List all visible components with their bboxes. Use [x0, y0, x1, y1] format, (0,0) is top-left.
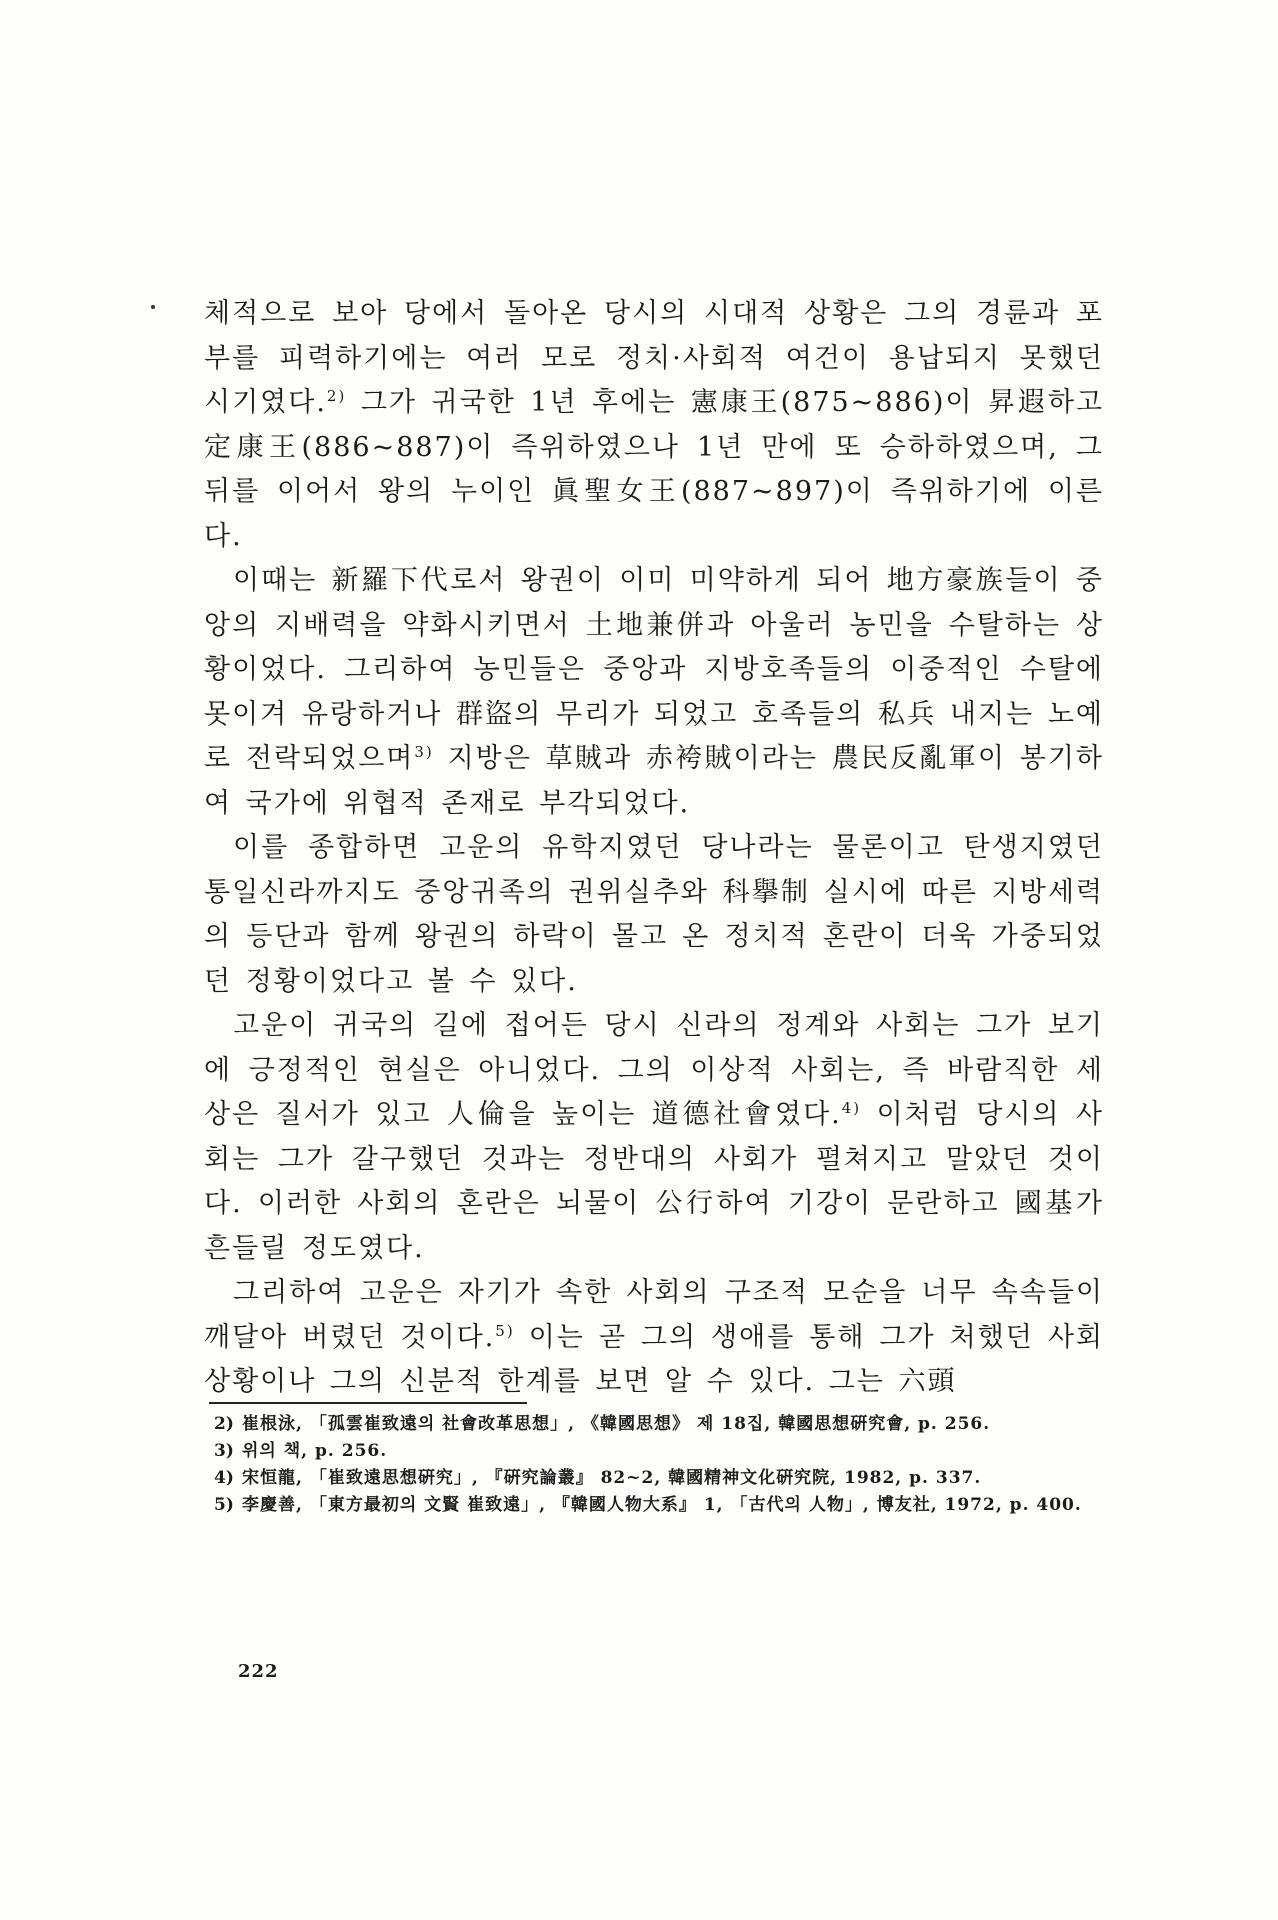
- footnote-text: 崔根泳, 「孤雲崔致遠의 社會改革思想」, 《韓國思想》 제 18집, 韓國思想硏究會, p. 256.: [242, 1414, 991, 1434]
- footnote-text: 李慶善, 「東方最初의 文賢 崔致遠」, 『韓國人物大系』 1, 「古代의 人物」, 博友社, 1972, p. 400.: [242, 1495, 1082, 1515]
- footnote-ref-5: 5): [495, 1321, 515, 1340]
- footnote-ref-3: 3): [414, 743, 434, 761]
- footnote-ref-2: 2): [326, 387, 347, 405]
- footnote-item: [214, 1466, 1114, 1490]
- paragraph-continued: 체적으로 보아 당에서 돌아온 당시의 시대적 상황은 그의 경륜과 포부를 피력하기에는 여러 모로 정치·사회적 여건이 용납되지 못했던 시기였다.$^{2)}$ 그가 귀국한 1년 후에는 憲康王(875~886)이 昇遐하고 定康王(886~887)이 즉위하였으나 1년 만에 또 승하하였으며, 그 뒤를 이어서 왕의 누이인 眞聖女王(887~897)이 즉위하기에 이른다.: [204, 298, 1104, 552]
- body-text: [204, 292, 1104, 1405]
- footnote-item: [214, 1439, 1114, 1463]
- paragraph-3: 이를 종합하면 고운의 유학지였던 당나라는 물론이고 탄생지였던 통일신라까지도 중앙귀족의 권위실추와 科擧制 실시에 따른 지방세력의 등단과 함께 왕권의 하락이 몰고 온 정치적 혼란이 더욱 가중되었던 정황이었다고 볼 수 있다.: [204, 832, 1104, 997]
- footnote-number: 3): [214, 1441, 234, 1461]
- footnote-text: 宋恒龍, 「崔致遠思想硏究」, 『硏究論叢』 82~2, 韓國精神文化硏究院, 1982, p. 337.: [242, 1468, 982, 1488]
- footnote-item: [214, 1493, 1114, 1517]
- footnote-item: [214, 1412, 1114, 1436]
- footnotes: [214, 1412, 1114, 1520]
- paragraph-2: 이때는 新羅下代로서 왕권이 이미 미약하게 되어 地方豪族들이 중앙의 지배력을 약화시키면서 土地兼併과 아울러 농민을 수탈하는 상황이었다. 그리하여 농민들은 중앙과 지방호족들의 이중적인 수탈에 못이겨 유랑하거나 群盜의 무리가 되었고 호족들의 私兵 내지는 노예로 전락되었으며$^{3)}$ 지방은 草賊과 赤袴賊이라는 農民反亂軍이 봉기하여 국가에 위협적 존재로 부각되었다.: [204, 565, 1104, 819]
- paragraph-5: 그리하여 고운은 자기가 속한 사회의 구조적 모순을 너무 속속들이 깨달아 버렸던 것이다.$^{5)}$ 이는 곧 그의 생애를 통해 그가 처했던 사회상황이나 그의 신분적 한계를 보면 알 수 있다. 그는 六頭: [204, 1277, 1104, 1397]
- footnote-text: 위의 책, p. 256.: [242, 1441, 388, 1461]
- stray-ink-mark: [151, 305, 155, 309]
- page-number: 222: [238, 1661, 279, 1682]
- paragraph-4: 고운이 귀국의 길에 접어든 당시 신라의 정계와 사회는 그가 보기에 긍정적인 현실은 아니었다. 그의 이상적 사회는, 즉 바람직한 세상은 질서가 있고 人倫을 높이는 道德社會였다.$^{4)}$ 이처럼 당시의 사회는 그가 갈구했던 것과는 정반대의 사회가 펼쳐지고 말았던 것이다. 이러한 사회의 혼란은 뇌물이 公行하여 기강이 문란하고 國基가 흔들릴 정도였다.: [204, 1010, 1105, 1264]
- footnote-number: 4): [214, 1468, 234, 1488]
- footnote-number: 2): [214, 1414, 234, 1434]
- footnote-separator: [209, 1402, 527, 1404]
- footnote-ref-4: 4): [841, 1099, 862, 1117]
- footnote-number: 5): [214, 1495, 234, 1515]
